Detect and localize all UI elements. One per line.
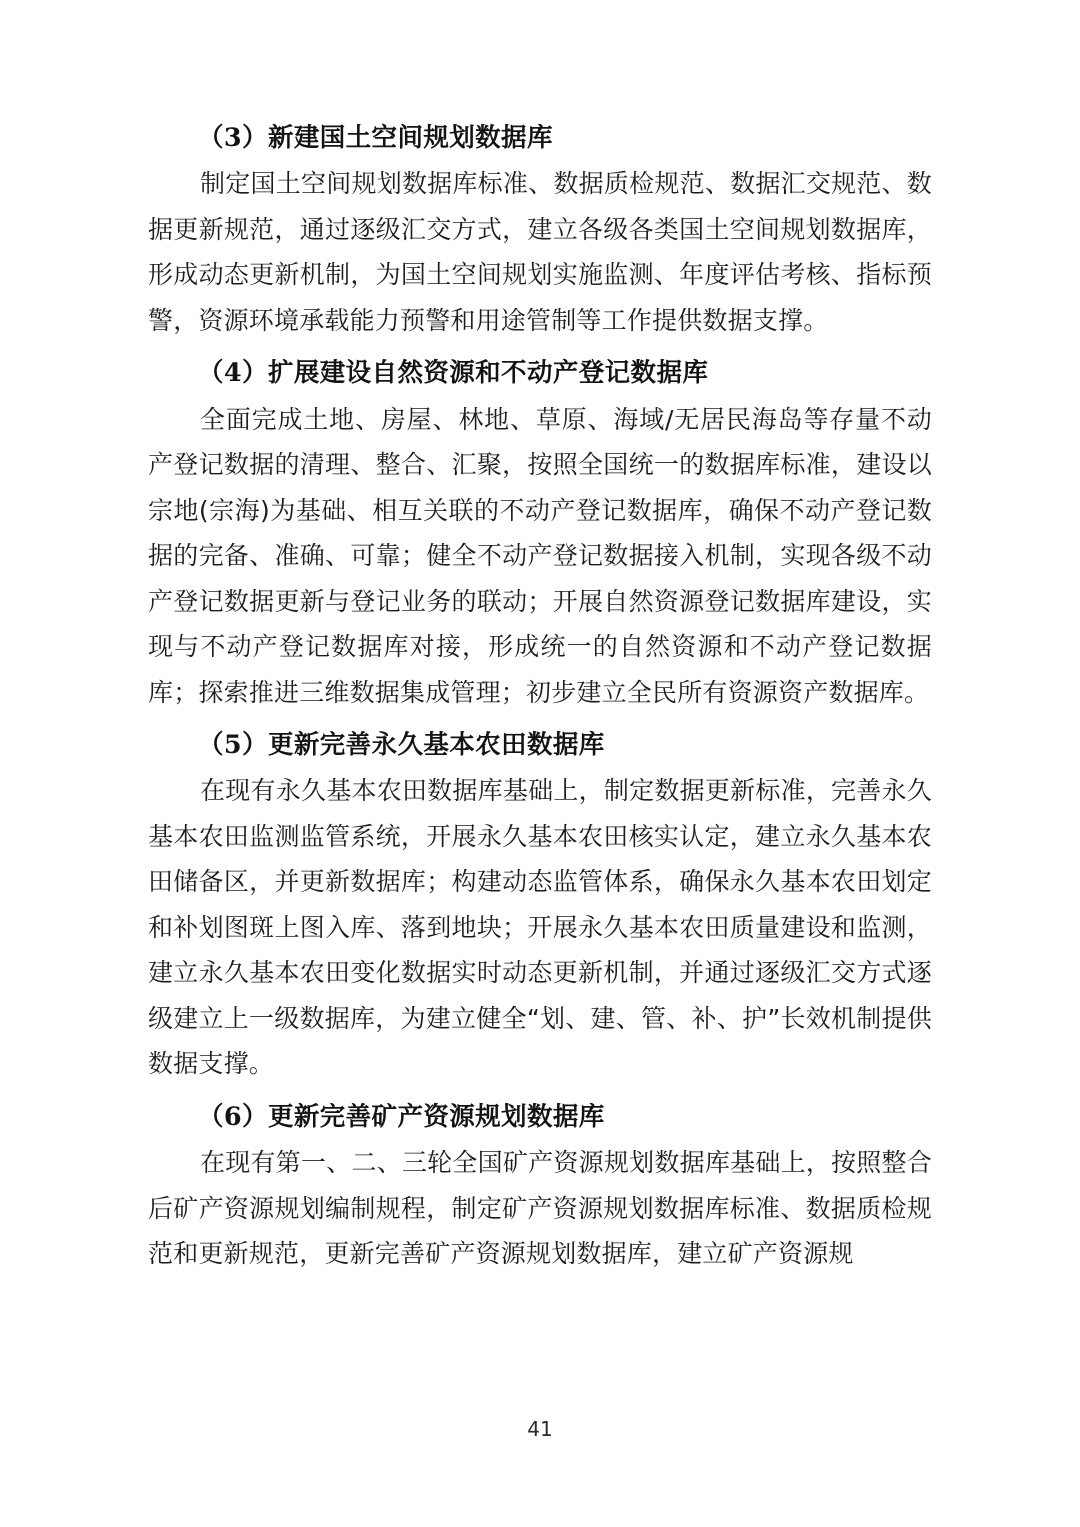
section-paragraph: 在现有第一、二、三轮全国矿产资源规划数据库基础上，按照整合后矿产资源规划编制规程，制定矿产资源规划数据库标准、数据质检规范和更新规范，更新完善矿产资源规划数据库，建立矿产资源规 [148,1148,932,1269]
document-section [148,118,932,343]
section-paragraph: 在现有永久基本农田数据库基础上，制定数据更新标准，完善永久基本农田监测监管系统，开展永久基本农田核实认定，建立永久基本农田储备区，并更新数据库；构建动态监管体系，确保永久基本农田划定和补划图斑上图入库、落到地块；开展永久基本农田质量建设和监测，建立永久基本农田变化数据实时动态更新机制，并通过逐级汇交方式逐级建立上一级数据库，为建立健全“划、建、管、补、护”长效机制提供数据支撑。 [148,776,932,1079]
section-heading: （4）扩展建设自然资源和不动产登记数据库 [198,358,709,389]
page-number: 41 [527,1417,553,1441]
document-section [148,1097,932,1277]
section-heading: （6）更新完善矿产资源规划数据库 [198,1101,605,1132]
page-content [148,118,932,1277]
section-paragraph: 全面完成土地、房屋、林地、草原、海域/无居民海岛等存量不动产登记数据的清理、整合、汇聚，按照全国统一的数据库标准，建设以宗地(宗海)为基础、相互关联的不动产登记数据库，确保不动产登记数据的完备、准确、可靠；健全不动产登记数据接入机制，实现各级不动产登记数据更新与登记业务的联动；开展自然资源登记数据库建设，实现与不动产登记数据库对接，形成统一的自然资源和不动产登记数据库；探索推进三维数据集成管理；初步建立全民所有资源资产数据库。 [148,404,932,707]
section-heading: （3）新建国土空间规划数据库 [198,123,553,153]
section-paragraph: 制定国土空间规划数据库标准、数据质检规范、数据汇交规范、数据更新规范，通过逐级汇交方式，建立各级各类国土空间规划数据库，形成动态更新机制，为国土空间规划实施监测、年度评估考核、指标预警，资源环境承载能力预警和用途管制等工作提供数据支撑。 [148,169,932,335]
document-section [148,725,932,1087]
document-section [148,353,932,715]
section-heading: （5）更新完善永久基本农田数据库 [198,730,605,761]
